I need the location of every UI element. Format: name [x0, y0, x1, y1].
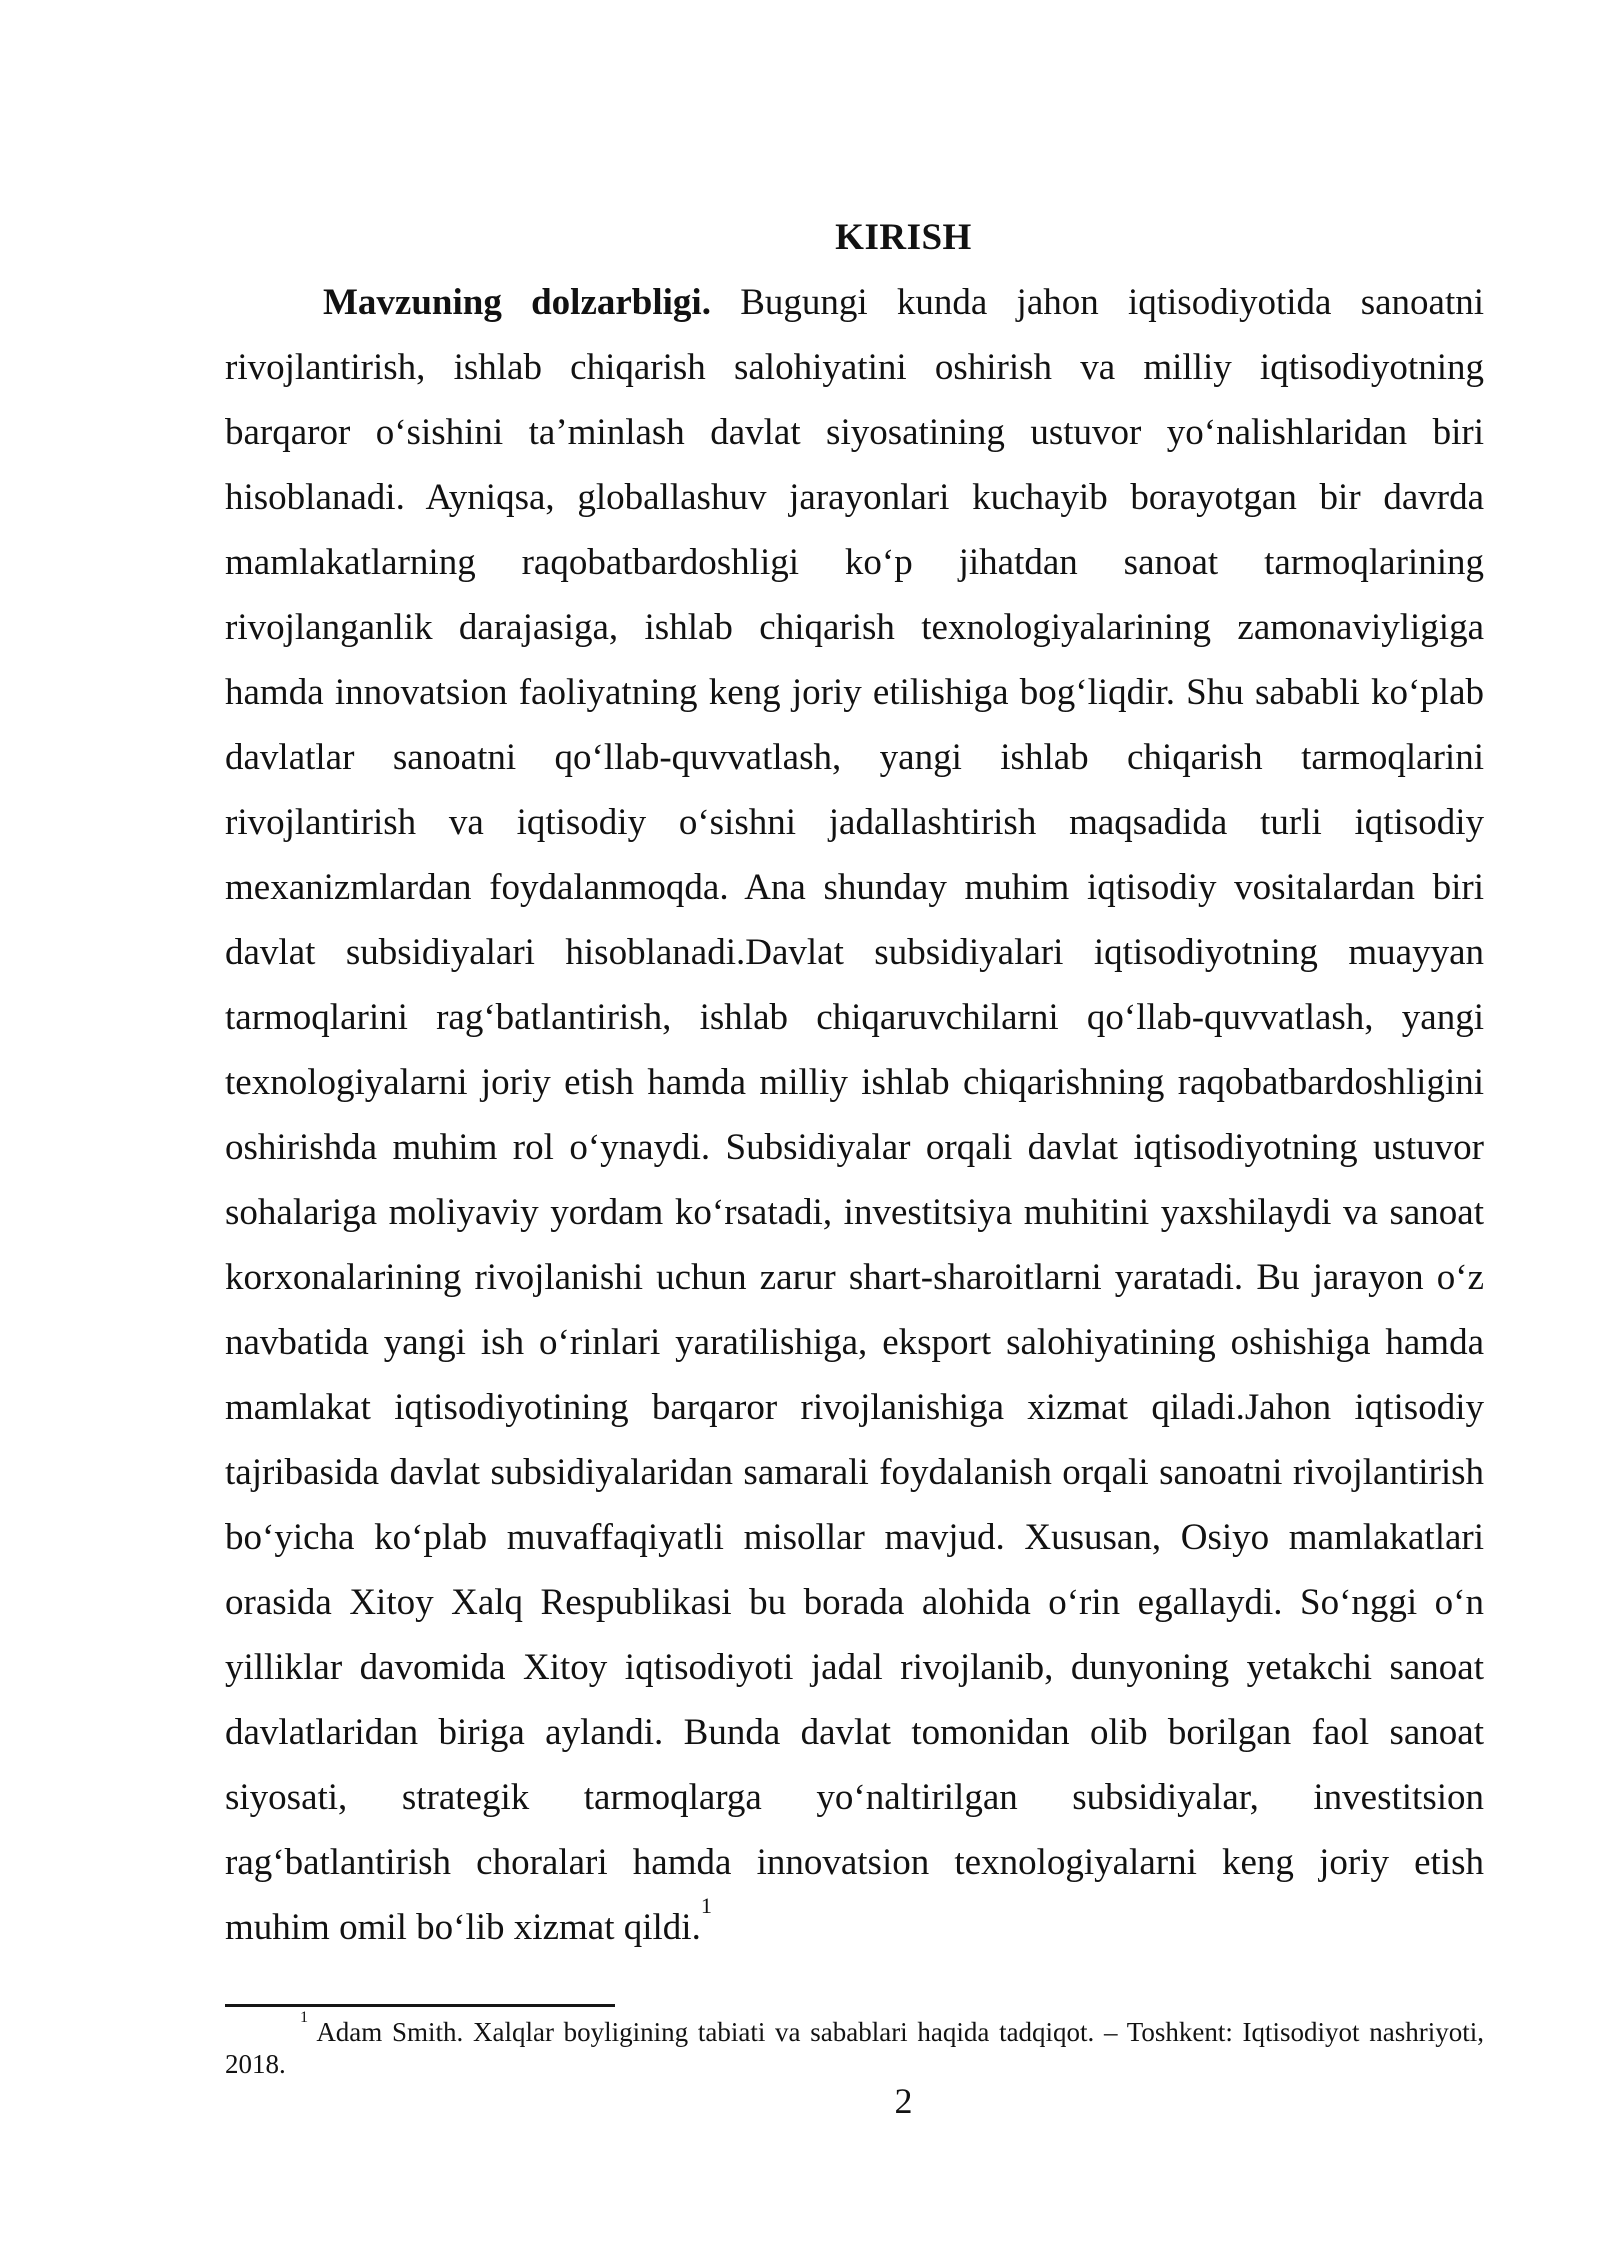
text-line: hisoblanadi. Ayniqsa, globallashuv jarayonlari kuchayib borayotgan bir davrda: [225, 477, 1484, 518]
footnote-separator-line: [225, 2004, 615, 2007]
text-line: texnologiyalarni joriy etish hamda milliy ishlab chiqarishning raqobatbardoshligini: [225, 1062, 1484, 1103]
page-number: 2: [894, 2081, 913, 2121]
text-line: sohalariga moliyaviy yordam ko‘rsatadi, investitsiya muhitini yaxshilaydi va sanoat: [225, 1192, 1484, 1233]
text-line: davlat subsidiyalari hisoblanadi.Davlat subsidiyalari iqtisodiyotning muayyan: [225, 932, 1484, 973]
body-paragraph: [225, 270, 1484, 1960]
footnote-marker: 1: [300, 2008, 309, 2027]
text-line: davlatlar sanoatni qo‘llab-quvvatlash, yangi ishlab chiqarish tarmoqlarini: [225, 737, 1484, 778]
bold-lead-in: Mavzuning dolzarbligi.: [323, 282, 711, 323]
text-line: rag‘batlantirish choralari hamda innovatsion texnologiyalarni keng joriy etish: [225, 1842, 1484, 1883]
text-block: [225, 205, 1484, 1960]
text-line: Mavzuning dolzarbligi. Bugungi kunda jahon iqtisodiyotida sanoatni: [323, 282, 1485, 323]
footnote-text: Adam Smith. Xalqlar boyligining tabiati va sabablari haqida tadqiqot. – Toshkent: Iqtisodiyot nashriyoti,: [316, 2017, 1484, 2047]
text-line: tajribasida davlat subsidiyalaridan samarali foydalanish orqali sanoatni rivojlantirish: [225, 1452, 1484, 1493]
text-line: hamda innovatsion faoliyatning keng joriy etilishiga bog‘liqdir. Shu sababli ko‘plab: [225, 672, 1484, 713]
text-line: rivojlantirish, ishlab chiqarish salohiyatini oshirish va milliy iqtisodiyotning: [225, 347, 1484, 388]
text-line: oshirishda muhim rol o‘ynaydi. Subsidiyalar orqali davlat iqtisodiyotning ustuvor: [225, 1127, 1484, 1168]
text-line: orasida Xitoy Xalq Respublikasi bu borada alohida o‘rin egallaydi. So‘nggi o‘n: [225, 1582, 1484, 1623]
text-line: tarmoqlarini rag‘batlantirish, ishlab chiqaruvchilarni qo‘llab-quvvatlash, yangi: [225, 997, 1484, 1038]
text-line: muhim omil bo‘lib xizmat qildi.$^1$: [225, 1893, 712, 1948]
text-line: bo‘yicha ko‘plab muvaffaqiyatli misollar mavjud. Xususan, Osiyo mamlakatlari: [225, 1517, 1484, 1558]
text-line: korxonalarining rivojlanishi uchun zarur shart-sharoitlarni yaratadi. Bu jarayon o‘z: [225, 1257, 1484, 1298]
text-line: siyosati, strategik tarmoqlarga yo‘naltirilgan subsidiyalar, investitsion: [225, 1777, 1484, 1818]
text-line: rivojlanganlik darajasiga, ishlab chiqarish texnologiyalarining zamonaviyligiga: [225, 607, 1484, 648]
text-line: barqaror o‘sishini ta’minlash davlat siyosatining ustuvor yo‘nalishlaridan biri: [225, 412, 1484, 453]
text-line: davlatlaridan biriga aylandi. Bunda davlat tomonidan olib borilgan faol sanoat: [225, 1712, 1484, 1753]
footnote-reference: 1: [700, 1893, 712, 1919]
page-title: KIRISH: [835, 217, 972, 258]
text-line: mexanizmlardan foydalanmoqda. Ana shunday muhim iqtisodiy vositalardan biri: [225, 867, 1484, 908]
footnote: [225, 2008, 1484, 2080]
text-line: mamlakat iqtisodiyotining barqaror rivojlanishiga xizmat qiladi.Jahon iqtisodiy: [225, 1387, 1484, 1428]
text-line: navbatida yangi ish o‘rinlari yaratilishiga, eksport salohiyatining oshishiga hamda: [225, 1322, 1484, 1363]
text-line: mamlakatlarning raqobatbardoshligi ko‘p jihatdan sanoat tarmoqlarining: [225, 542, 1484, 583]
footnote-continuation: 2018.: [225, 2049, 286, 2079]
text-line: rivojlantirish va iqtisodiy o‘sishni jadallashtirish maqsadida turli iqtisodiy: [225, 802, 1484, 843]
footnote-line: [225, 2008, 1484, 2048]
text-line: yilliklar davomida Xitoy iqtisodiyoti jadal rivojlanib, dunyoning yetakchi sanoat: [225, 1647, 1484, 1688]
